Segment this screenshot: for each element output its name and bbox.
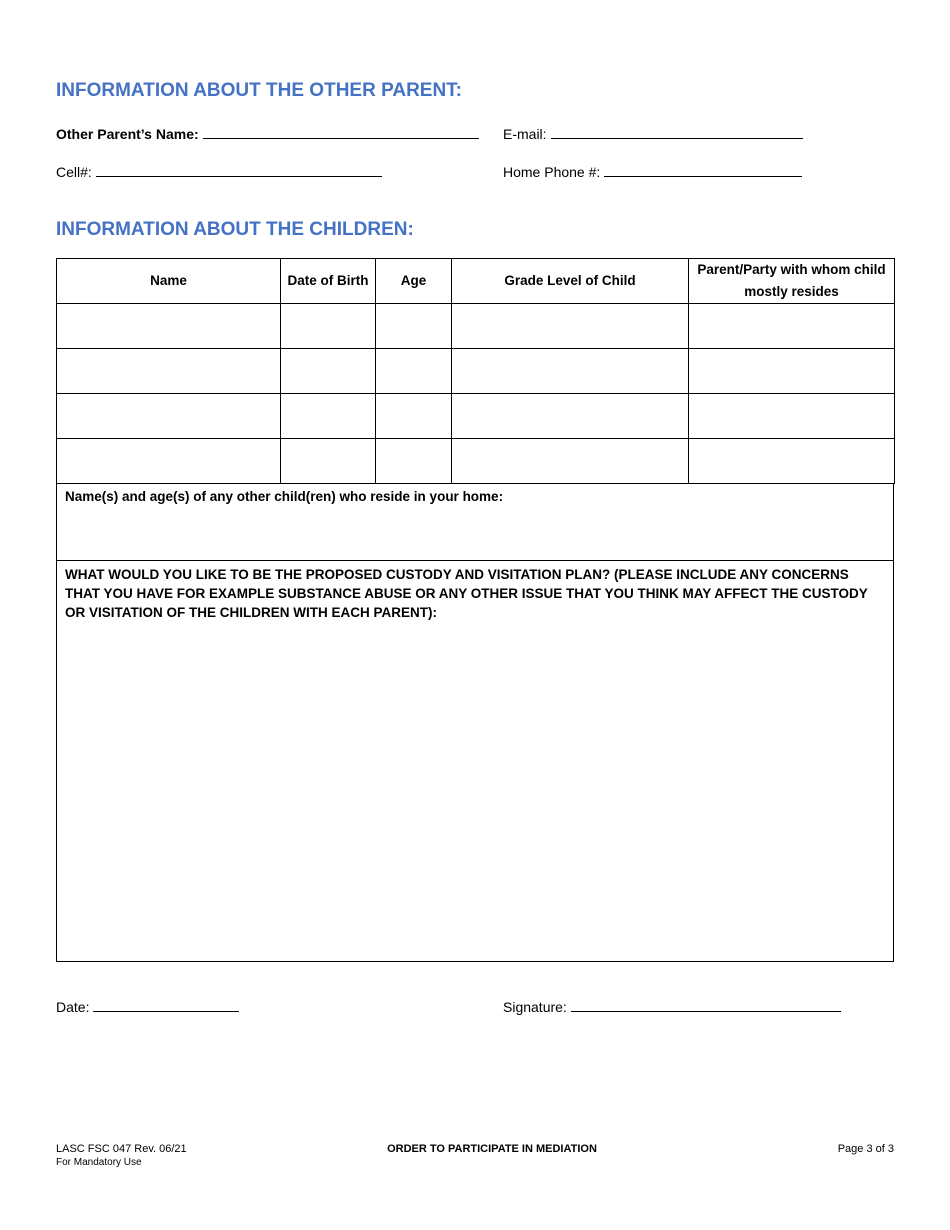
table-cell[interactable] xyxy=(57,349,281,394)
signature-line[interactable] xyxy=(571,999,841,1012)
table-cell[interactable] xyxy=(57,439,281,484)
page-number: Page 3 of 3 xyxy=(837,1143,894,1155)
table-cell[interactable] xyxy=(281,349,376,394)
table-cell[interactable] xyxy=(689,349,895,394)
column-header-resides-with: Parent/Party with whom child mostly resides xyxy=(689,259,895,304)
table-cell[interactable] xyxy=(281,439,376,484)
cell-field[interactable] xyxy=(56,164,382,180)
email-label: E-mail: xyxy=(503,126,547,142)
email-field[interactable] xyxy=(503,126,803,142)
home-phone-field[interactable] xyxy=(503,164,802,180)
table-row xyxy=(57,439,895,484)
home-phone-line[interactable] xyxy=(604,164,802,177)
column-header-grade-level: Grade Level of Child xyxy=(452,259,689,304)
mandatory-use: For Mandatory Use xyxy=(56,1157,142,1168)
table-cell[interactable] xyxy=(452,394,689,439)
table-cell[interactable] xyxy=(452,349,689,394)
email-line[interactable] xyxy=(551,126,803,139)
date-label: Date: xyxy=(56,999,90,1015)
column-header-age: Age xyxy=(376,259,452,304)
signature-field[interactable] xyxy=(503,999,841,1015)
custody-plan-box[interactable] xyxy=(56,560,894,962)
form-number: LASC FSC 047 Rev. 06/21 xyxy=(56,1143,187,1155)
table-cell[interactable] xyxy=(376,304,452,349)
table-cell[interactable] xyxy=(57,304,281,349)
table-cell[interactable] xyxy=(689,439,895,484)
table-cell[interactable] xyxy=(689,394,895,439)
other-parent-name-field[interactable] xyxy=(56,126,479,142)
table-cell[interactable] xyxy=(376,439,452,484)
table-cell[interactable] xyxy=(689,304,895,349)
footer-title: ORDER TO PARTICIPATE IN MEDIATION xyxy=(387,1143,597,1155)
children-heading: INFORMATION ABOUT THE CHILDREN: xyxy=(56,219,414,240)
date-line[interactable] xyxy=(93,999,239,1012)
column-header-name: Name xyxy=(57,259,281,304)
column-header-date-of-birth: Date of Birth xyxy=(281,259,376,304)
table-header-row xyxy=(57,259,895,304)
table-row xyxy=(57,394,895,439)
table-cell[interactable] xyxy=(281,394,376,439)
other-parent-name-line[interactable] xyxy=(203,126,479,139)
table-cell[interactable] xyxy=(376,394,452,439)
children-table xyxy=(56,258,895,484)
table-cell[interactable] xyxy=(281,304,376,349)
table-row xyxy=(57,304,895,349)
table-cell[interactable] xyxy=(452,304,689,349)
home-phone-label: Home Phone #: xyxy=(503,164,601,180)
cell-label: Cell#: xyxy=(56,164,92,180)
table-cell[interactable] xyxy=(57,394,281,439)
table-cell[interactable] xyxy=(452,439,689,484)
other-children-label: Name(s) and age(s) of any other child(ren) who reside in your home: xyxy=(65,489,504,504)
table-cell[interactable] xyxy=(376,349,452,394)
custody-plan-label: WHAT WOULD YOU LIKE TO BE THE PROPOSED CUSTODY AND VISITATION PLAN? (PLEASE INCLUDE ANY CONCERNS THAT YOU HAVE FOR EXAMPLE SUBSTANCE ABUSE OR ANY OTHER ISSUE THAT YOU THINK MAY AFFECT THE CUSTODY OR VISITATION OF THE CHILDREN WITH EACH PARENT): xyxy=(65,567,868,620)
date-field[interactable] xyxy=(56,999,239,1015)
other-children-box[interactable] xyxy=(56,483,894,561)
table-row xyxy=(57,349,895,394)
other-parent-heading: INFORMATION ABOUT THE OTHER PARENT: xyxy=(56,80,463,101)
signature-label: Signature: xyxy=(503,999,567,1015)
cell-line[interactable] xyxy=(96,164,382,177)
other-parent-name-label: Other Parent’s Name: xyxy=(56,126,199,142)
